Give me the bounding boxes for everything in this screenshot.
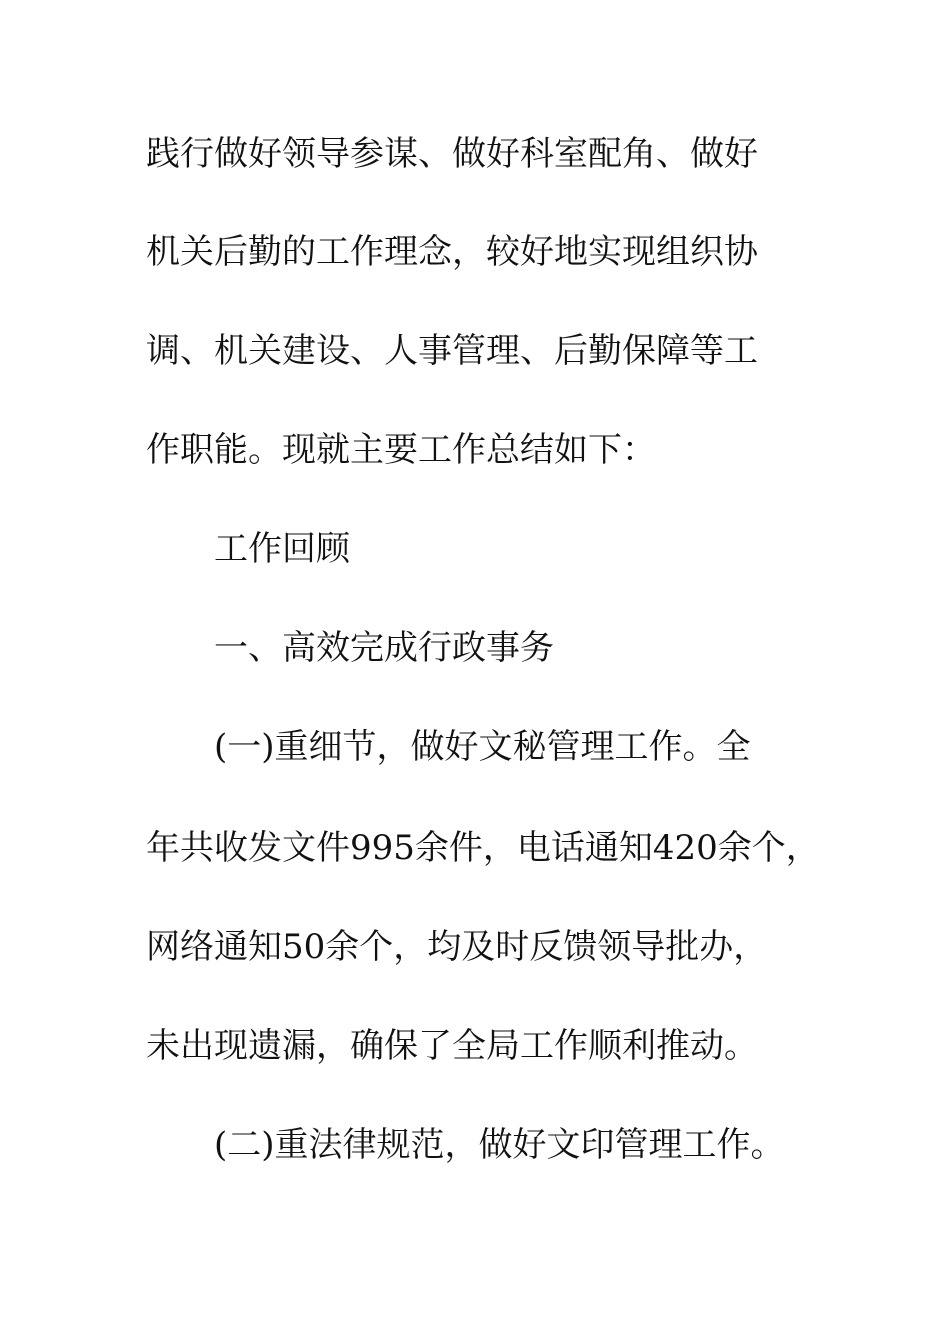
- paragraph-line: 践行做好领导参谋、做好科室配角、做好: [146, 134, 758, 174]
- paragraph-line: 作职能。现就主要工作总结如下：: [146, 430, 656, 470]
- section-heading: 工作回顾: [214, 529, 350, 569]
- paragraph-line: 网络通知50余个，均及时反馈领导批办，: [146, 927, 768, 967]
- paragraph-line: (二)重法律规范，做好文印管理工作。: [214, 1125, 785, 1165]
- paragraph-line: 机关后勤的工作理念，较好地实现组织协: [146, 232, 758, 272]
- paragraph-line: 调、机关建设、人事管理、后勤保障等工: [146, 331, 758, 371]
- paragraph-line: (一)重细节，做好文秘管理工作。全: [214, 727, 751, 767]
- subsection-heading: 一、高效完成行政事务: [214, 628, 554, 668]
- paragraph-line: 年共收发文件995余件，电话通知420余个，: [146, 828, 820, 868]
- paragraph-line: 未出现遗漏，确保了全局工作顺利推动。: [146, 1026, 758, 1066]
